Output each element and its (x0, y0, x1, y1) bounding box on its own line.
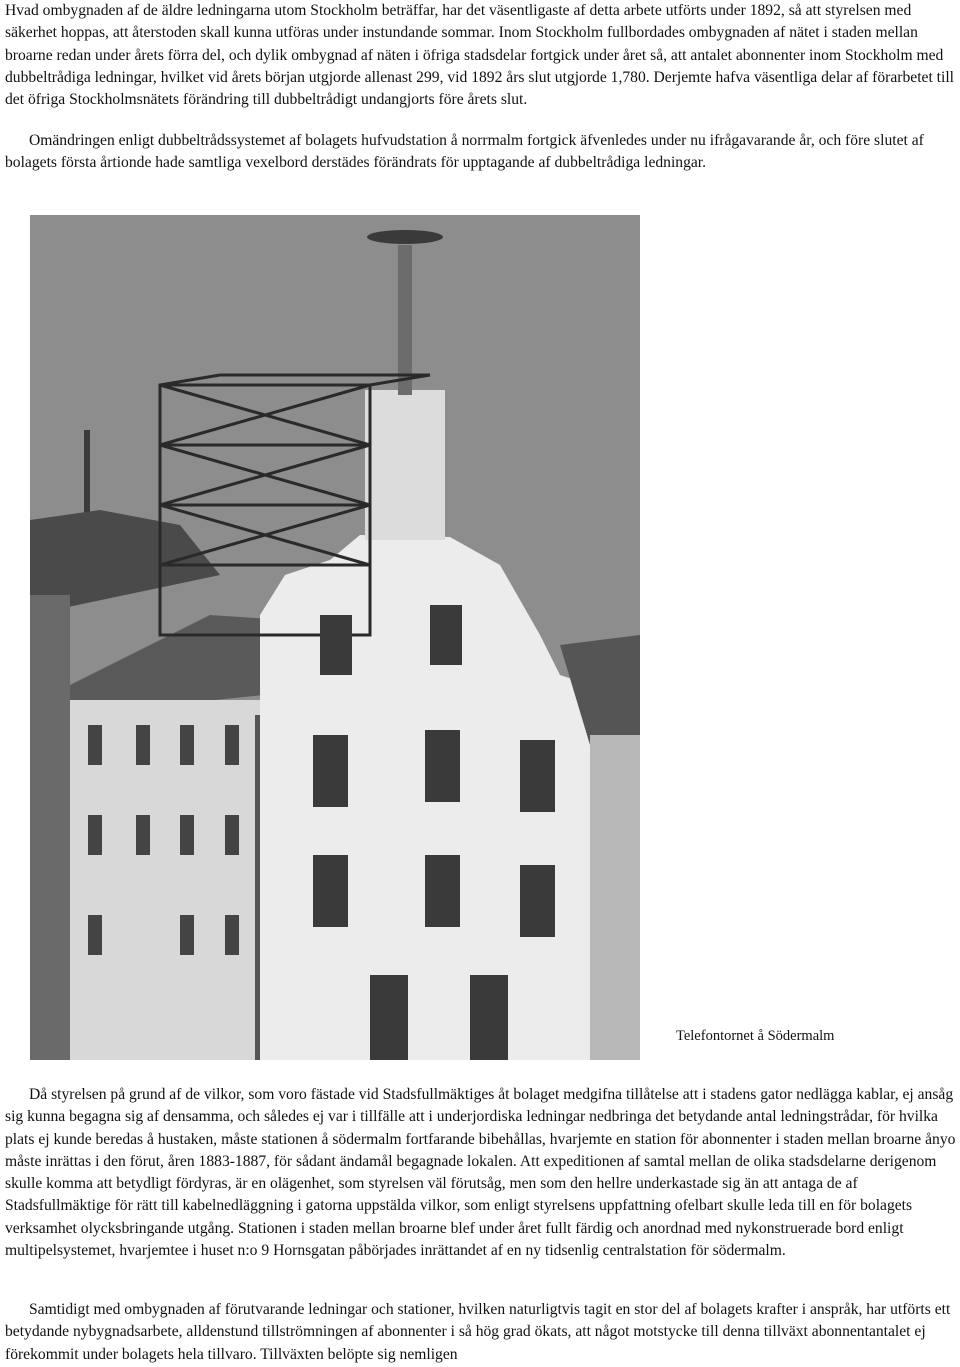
photo-mast-top (367, 230, 443, 244)
photo-illustration (30, 215, 640, 1060)
paragraph-samtidigt-text: Samtidigt med ombygnaden af förutvarande ledningar och stationer, hvilken naturligtvis tagit en stor del af bolagets krafter i anspråk, har utförts ett betydande nybygnadsarbete, alldenstund tillströmningen af abonnenter i så hög grad ökats, att något motstycke till denna tillväxt abonnentantalet ej förekommit under bolagets hela tillvaro. Tillväxten belöpte sig nemligen (5, 1301, 951, 1363)
photo-left-wall (30, 595, 70, 1060)
paragraph-samtidigt (5, 1299, 957, 1366)
paragraph-omandringen (5, 130, 957, 175)
paragraph-styrelsen (5, 1084, 957, 1262)
photo-caption: Telefontornet å Södermalm (676, 1028, 835, 1044)
photo-right-wall (590, 735, 640, 1060)
photo-telefontornet (30, 215, 640, 1060)
photo-downpipe (255, 715, 260, 1060)
photo-mast (398, 245, 412, 395)
paragraph-styrelsen-text: Då styrelsen på grund af de vilkor, som voro fästade vid Stadsfullmäktiges åt bolaget medgifna tillåtelse att i stadens gator nedlägga kablar, ej ansåg sig kunna begagna sig af densamma, och således ej var i tillfälle att i underjordiska ledningar nedbringa det betydande antal ledningstrådar, för hvilka plats ej kunde beredas å hustaken, måste stationen å södermalm fortfarande bibehållas, hvarjemte en station för abonnenter i staden mellan broarne ånyo måste inrättas i den förut, åren 1883-1887, för sådant ändamål begagnade lokalen. Att expeditionen af samtal mellan de olika stadsdelarne derigenom skulle komma att betydligt fördyras, är en olägenhet, som styrelsen väl förutsåg, men som den hellre underkastade sig än att antaga de af Stadsfullmäktige för rätt till kabelnedläggning i gatorna uppstälda vilkor, som enligt styrelsens uppfattning ofelbart skulle leda till en för bolagets verksamhet olycksbringande utgång. Stationen i staden mellan broarne blef under året fullt färdig och anordnad med nykonstruerade bord enligt multipelsystemet, hvarjemtee i huset n:o 9 Hornsgatan påbörjades inrättandet af en ny tidsenlig centralstation för södermalm. (5, 1086, 956, 1260)
paragraph-omandringen-text: Omändringen enligt dubbeltrådssystemet af bolagets hufvudstation å norrmalm fortgick äfvenledes under nu ifrågavarande år, och före slutet af bolagets första årtionde hade samtliga vexelbord derstädes förändrats för upptagande af dubbeltrådiga ledningar. (5, 132, 924, 172)
paragraph-ombygnad: Hvad ombygnaden af de äldre ledningarna utom Stockholm beträffar, har det väsentligaste af detta arbete utförts under 1892, så att styrelsen med säkerhet hoppas, att återstoden skall kunna utföras under instundande sommar. Inom Stockholm fullbordades ombygnaden af nätet i staden mellan broarne redan under årets förra del, och dylik ombygnad af näten i öfriga stadsdelar fortgick under året så, att antalet abonnenter inom Stockholm med dubbeltrådiga ledningar, hvilket vid årets början utgjorde allenast 299, vid 1892 års slut utgjorde 1,780. Derjemte hafva väsentliga delar af förarbetet till det öfriga Stockholmsnätets förändring till dubbeltrådigt undangjorts före årets slut. (5, 2, 955, 109)
photo-main-chimney (365, 390, 445, 540)
photo-distant-chimney (84, 430, 90, 520)
